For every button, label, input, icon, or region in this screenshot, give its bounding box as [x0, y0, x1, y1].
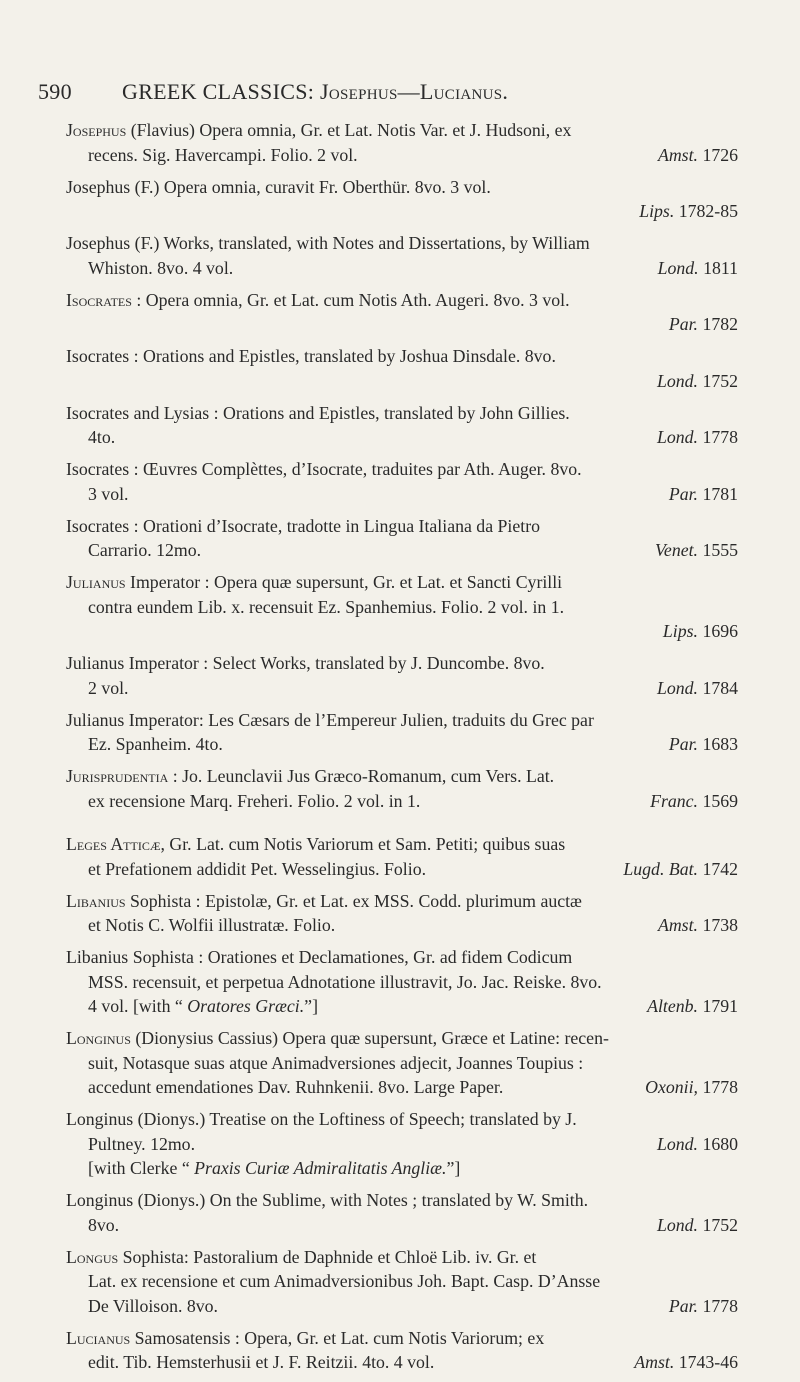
catalogue-entry: [66, 175, 738, 224]
entry-line: [66, 764, 738, 789]
entry-text: Sophista: Pastoralium de Daphnide et Chloë Lib. iv. Gr. et: [122, 1246, 537, 1267]
entry-line-text: [66, 994, 318, 1019]
entry-imprint: [623, 857, 738, 882]
entry-year: 1752: [702, 370, 738, 391]
entry-year: 1555: [702, 540, 738, 560]
entry-line: [66, 288, 738, 313]
entry-author: Leges Atticæ,: [66, 834, 165, 854]
entry-place: Par.: [668, 314, 698, 334]
entry-line: [66, 1188, 738, 1213]
entry-imprint: [655, 538, 738, 563]
entry-year: 1778: [702, 427, 738, 447]
entry-imprint: [657, 425, 738, 450]
entry-author: Josephus: [66, 176, 131, 197]
entry-line: [66, 1245, 738, 1270]
entry-text: Carrario. 12mo.: [88, 540, 202, 560]
entry-line-text: [66, 425, 115, 450]
entry-year: 1778: [702, 1077, 738, 1097]
entry-year: 1811: [703, 257, 738, 278]
catalogue-entry: [66, 1326, 738, 1375]
entry-series-title: Praxis Curiæ Admiralitatis Angliæ.: [194, 1158, 447, 1178]
catalogue-entry: [66, 118, 738, 167]
entry-line-text: [66, 1213, 119, 1238]
entry-line: [66, 118, 738, 143]
entry-text: (Dionys.) Treatise on the Loftiness of Speech; translated by J.: [137, 1109, 577, 1129]
entry-text: : Œuvres Complèttes, d’Isocrate, traduites par Ath. Auger. 8vo.: [133, 459, 582, 479]
entry-text: : Jo. Leunclavii Jus Græco-Romanum, cum Vers. Lat.: [172, 766, 555, 786]
entry-place: Franc.: [650, 790, 698, 811]
entry-imprint: [669, 1294, 738, 1319]
entry-place: Amst.: [634, 1352, 675, 1372]
entry-imprint: [650, 789, 738, 814]
entry-place: Lugd. Bat.: [623, 858, 698, 879]
entry-author: Longinus: [66, 1109, 134, 1129]
entry-year: 1680: [702, 1133, 738, 1154]
entry-line: [66, 913, 738, 938]
entry-place: Altenb.: [647, 996, 698, 1016]
entry-line: [66, 1075, 738, 1100]
page-number: 590: [38, 79, 72, 104]
entry-line-text: [66, 732, 223, 757]
entry-place: Amst.: [657, 915, 698, 935]
entry-author: Longinus: [66, 1028, 131, 1048]
entry-year: 1696: [702, 621, 738, 641]
entry-line: [66, 344, 738, 369]
entry-author: Libanius: [66, 890, 126, 911]
entry-imprint: [647, 994, 738, 1019]
entry-author: Julianus: [66, 709, 125, 730]
entry-author: Jurisprudentia: [66, 766, 169, 786]
catalogue-entry: [66, 1107, 738, 1181]
entry-text: ”]: [446, 1158, 461, 1178]
entry-text: recens. Sig. Havercampi. Folio. 2 vol.: [88, 144, 358, 165]
entry-place: Lond.: [656, 1214, 698, 1235]
entry-year: 1683: [702, 734, 738, 754]
entry-line: [66, 1269, 738, 1294]
entry-author: Lucianus: [66, 1327, 131, 1348]
entry-line: [66, 538, 738, 563]
catalogue-entry: [66, 708, 738, 757]
entry-author: Julianus: [66, 653, 125, 673]
entry-line: [66, 143, 738, 168]
entry-line: [66, 651, 738, 676]
catalogue-entry: [66, 764, 738, 813]
entry-line: [66, 175, 738, 200]
catalogue-entry: [66, 945, 738, 1019]
entry-author: Libanius: [66, 947, 129, 967]
catalogue-entry: [66, 651, 738, 700]
entry-year: 1742: [702, 858, 738, 879]
entry-line: [66, 1156, 738, 1181]
entry-text: : Orations and Epistles, translated by Joshua Dinsdale. 8vo.: [133, 346, 556, 366]
entry-place: Lond.: [656, 427, 698, 447]
entry-line: [66, 401, 738, 426]
entry-line: [66, 425, 738, 450]
entry-line: [66, 482, 738, 507]
entry-text: Lat. ex recensione et cum Animadversionibus Joh. Bapt. Casp. D’Ansse: [88, 1271, 601, 1291]
entry-text: MSS. recensuit, et perpetua Adnotatione illustravit, Jo. Jac. Reiske. 8vo.: [88, 971, 602, 992]
entry-line-text: [66, 482, 129, 507]
entry-text: Imperator: Les Cæsars de l’Empereur Julien, traduits du Grec par: [128, 709, 594, 730]
entry-year: 1781: [702, 483, 738, 504]
catalogue-entry: [66, 889, 738, 938]
entry-text: Pultney. 12mo.: [88, 1133, 196, 1154]
entry-line: [66, 857, 738, 882]
entry-text: and Lysias : Orations and Epistles, translated by John Gillies.: [133, 402, 570, 423]
entry-author: Longus: [66, 1246, 119, 1267]
entry-year: 1726: [702, 144, 738, 165]
entry-text: accedunt emendationes Dav. Ruhnkenii. 8vo. Large Paper.: [88, 1077, 504, 1097]
entry-line: [66, 1326, 738, 1351]
page-header: [38, 78, 738, 106]
catalogue-entry: [66, 832, 738, 881]
entry-imprint: [658, 256, 738, 281]
entry-text: : Opera omnia, Gr. et Lat. cum Notis Ath. Augeri. 8vo. 3 vol.: [136, 289, 570, 310]
entry-text: [with Clerke “: [88, 1158, 195, 1178]
entry-line-text: [66, 789, 420, 814]
entry-author: Isocrates: [66, 402, 130, 423]
entry-line-text: [66, 1075, 503, 1100]
entry-text: (F.) Works, translated, with Notes and Dissertations, by William: [134, 233, 590, 253]
entry-imprint-line: [66, 619, 738, 644]
entry-text: 2 vol.: [88, 677, 129, 698]
entry-line-text: [66, 1350, 434, 1375]
entry-imprint: [657, 1213, 738, 1238]
entry-place: Par.: [668, 1295, 698, 1316]
entry-line: [66, 457, 738, 482]
entry-place: Lips.: [639, 201, 675, 221]
entry-year: 1738: [702, 915, 738, 935]
catalogue-entry: [66, 1026, 738, 1100]
entry-text: De Villoison. 8vo.: [88, 1295, 218, 1316]
entry-line-text: [66, 913, 335, 938]
entry-text: 3 vol.: [88, 483, 129, 504]
entry-line-text: [66, 143, 358, 168]
entry-imprint-line: [66, 199, 738, 224]
entry-text: Sophista : Orationes et Declamationes, Gr. ad fidem Codicum: [132, 947, 573, 967]
entry-place: Lond.: [656, 370, 698, 391]
entry-year: 1791: [702, 996, 738, 1016]
catalogue-entry: [66, 344, 738, 393]
entry-line: [66, 1051, 738, 1076]
entry-text: 4 vol. [with “: [88, 996, 188, 1016]
entry-text: (Dionys.) On the Sublime, with Notes ; translated by W. Smith.: [137, 1190, 589, 1210]
entry-text: Imperator : Select Works, translated by J. Duncombe. 8vo.: [128, 653, 545, 673]
entry-imprint-line: [66, 312, 738, 337]
entry-line-text: [66, 1294, 218, 1319]
catalogue-entries: [66, 118, 738, 1382]
entry-author: Josephus: [66, 233, 131, 253]
entry-text: 4to.: [88, 427, 116, 447]
entry-text: Ez. Spanheim. 4to.: [88, 734, 223, 754]
entry-author: Isocrates: [66, 515, 130, 536]
entry-place: Amst.: [657, 144, 698, 165]
entry-text: 8vo.: [88, 1214, 120, 1235]
entry-year: 1743-46: [678, 1352, 738, 1372]
entry-place: Par.: [668, 483, 698, 504]
entry-text: ”]: [304, 996, 318, 1016]
entry-place: Lond.: [657, 257, 699, 278]
entry-line-text: [66, 538, 201, 563]
entry-line: [66, 832, 738, 857]
entry-year: 1782-85: [678, 201, 738, 221]
entry-author: Longinus: [66, 1190, 134, 1210]
entry-line: [66, 256, 738, 281]
entry-line: [66, 1294, 738, 1319]
catalogue-entry: [66, 570, 738, 644]
entry-line: [66, 1350, 738, 1375]
entry-place: Lips.: [662, 621, 698, 641]
entry-imprint: [657, 676, 738, 701]
entry-line: [66, 1132, 738, 1157]
section-title: GREEK CLASSICS:: [122, 79, 315, 104]
entry-text: Whiston. 8vo. 4 vol.: [88, 257, 234, 278]
entry-line: [66, 1026, 738, 1051]
entry-place: Venet.: [655, 540, 698, 560]
entry-year: 1782: [702, 314, 738, 334]
entry-year: 1752: [702, 1214, 738, 1235]
entry-author: Isocrates: [66, 459, 130, 479]
entry-text: (Dionysius Cassius) Opera quæ supersunt, Græce et Latine: recen-: [135, 1028, 609, 1048]
entry-line-text: [66, 676, 129, 701]
catalogue-entry: [66, 401, 738, 450]
entry-text: contra eundem Lib. x. recensuit Ez. Spanhemius. Folio. 2 vol. in 1.: [88, 596, 565, 617]
catalogue-entry: [66, 514, 738, 563]
catalogue-entry: [66, 1188, 738, 1237]
entry-imprint: [658, 913, 738, 938]
entry-imprint: [669, 482, 738, 507]
entry-line: [66, 676, 738, 701]
catalogue-entry: [66, 288, 738, 337]
entry-line: [66, 514, 738, 539]
entry-text: et Prefationem addidit Pet. Wesselingius. Folio.: [88, 858, 427, 879]
entry-place: Par.: [668, 734, 698, 754]
entry-imprint: [669, 732, 738, 757]
entry-line: [66, 994, 738, 1019]
entry-author: Isocrates: [66, 289, 132, 310]
entry-text: Samosatensis : Opera, Gr. et Lat. cum Notis Variorum; ex: [134, 1327, 545, 1348]
entry-year: 1778: [702, 1295, 738, 1316]
entry-text: suit, Notasque suas atque Animadversiones adjecit, Joannes Toupius :: [88, 1052, 584, 1073]
entry-line-text: [66, 857, 426, 882]
entry-year: 1784: [702, 677, 738, 698]
entry-series-title: Oratores Græci.: [187, 996, 305, 1016]
entry-text: ex recensione Marq. Freheri. Folio. 2 vol. in 1.: [88, 790, 421, 811]
entry-author: Josephus: [66, 120, 127, 140]
section-subtitle: Josephus—Lucianus.: [319, 79, 509, 104]
entry-text: Imperator : Opera quæ supersunt, Gr. et Lat. et Sancti Cyrilli: [130, 572, 563, 592]
entry-text: (F.) Opera omnia, curavit Fr. Oberthür. 8vo. 3 vol.: [134, 176, 491, 197]
entry-imprint: [657, 1132, 738, 1157]
entry-text: (Flavius) Opera omnia, Gr. et Lat. Notis Var. et J. Hudsoni, ex: [130, 120, 572, 140]
catalogue-entry: [66, 1245, 738, 1319]
entry-line: [66, 889, 738, 914]
catalogue-entry: [66, 457, 738, 506]
entry-line: [66, 789, 738, 814]
entry-text: et Notis C. Wolfii illustratæ. Folio.: [88, 915, 336, 935]
entry-line: [66, 1213, 738, 1238]
entry-line: [66, 595, 738, 620]
entry-imprint-line: [66, 369, 738, 394]
entry-line: [66, 570, 738, 595]
entry-text: edit. Tib. Hemsterhusii et J. F. Reitzii. 4to. 4 vol.: [88, 1352, 435, 1372]
entry-imprint: [634, 1350, 738, 1375]
entry-line-text: [66, 1132, 195, 1157]
entry-line: [66, 945, 738, 970]
entry-line: [66, 1107, 738, 1132]
catalogue-entry: [66, 231, 738, 280]
entry-place: Lond.: [656, 1133, 698, 1154]
entry-line: [66, 732, 738, 757]
entry-line: [66, 970, 738, 995]
entry-imprint: [658, 143, 738, 168]
entry-text: : Orationi d’Isocrate, tradotte in Lingua Italiana da Pietro: [133, 515, 541, 536]
entry-author: Isocrates: [66, 346, 130, 366]
entry-line-text: [66, 256, 233, 281]
entry-line: [66, 231, 738, 256]
entry-author: Julianus: [66, 572, 126, 592]
entry-place: Oxonii,: [645, 1077, 698, 1097]
entry-text: Sophista : Epistolæ, Gr. et Lat. ex MSS. Codd. plurimum auctæ: [129, 890, 582, 911]
entry-line: [66, 708, 738, 733]
entry-year: 1569: [702, 790, 738, 811]
entry-text: Gr. Lat. cum Notis Variorum et Sam. Petiti; quibus suas: [169, 834, 566, 854]
entry-place: Lond.: [656, 677, 698, 698]
entry-imprint: [645, 1075, 738, 1100]
